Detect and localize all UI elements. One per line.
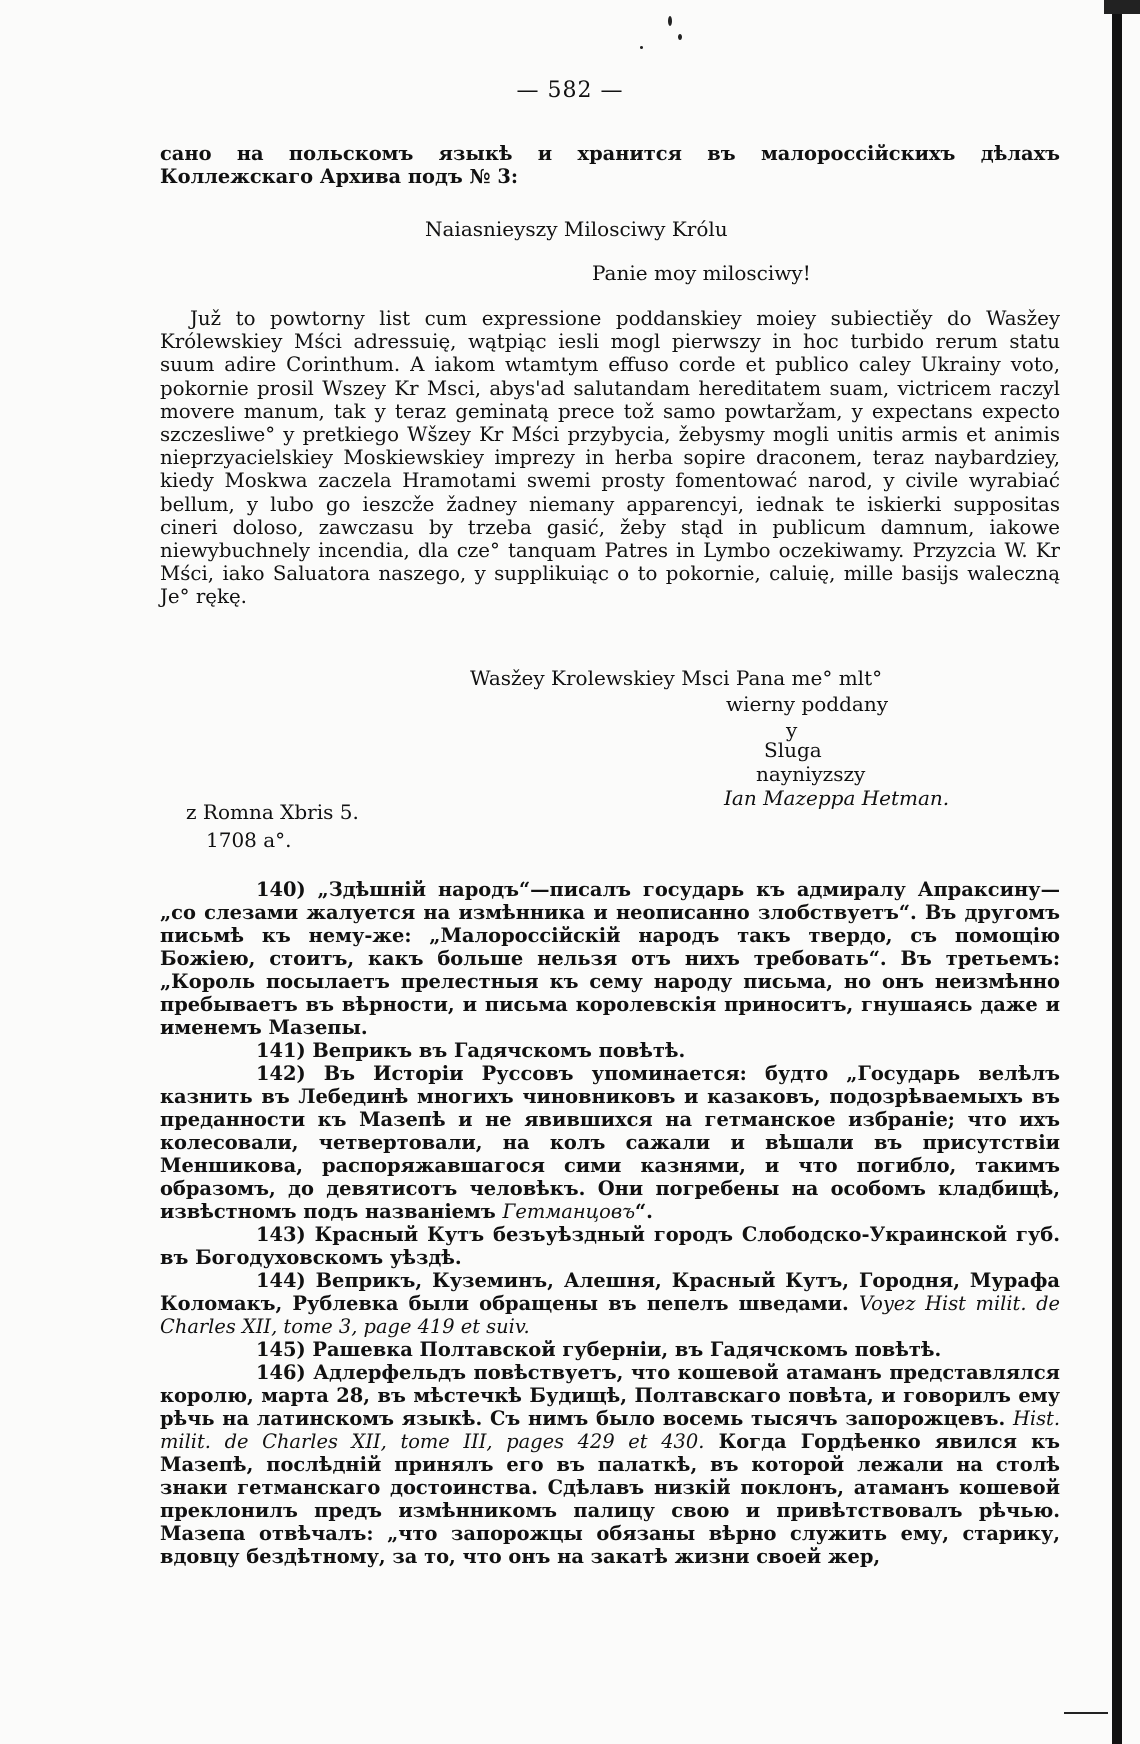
footnote-text-after: Когда Гордѣенко явился къ Мазепѣ, послѣдній принялъ его въ палаткѣ, въ которой лежали на столѣ знаки гетманскаго достоинства. Сдѣлавъ низкій поклонъ, атаманъ кошевой преклонилъ предъ измѣнникомъ палицу свою и привѣтствовалъ рѣчью. Мазепа отвѣчалъ: „что запорожцы обязаны вѣрно служить ему, старику, вдовцу бездѣтному, за то, что онъ на закатѣ жизни своей жер, [160, 1430, 1060, 1568]
letter-place: z Romna Xbris 5. [186, 800, 359, 824]
scan-mark [1064, 1712, 1108, 1714]
letter-salutation-2: Panie moy milosciwy! [592, 261, 811, 285]
footnote-text: 144) Веприкъ, Куземинъ, Алешня, Красный Кутъ, Городня, Мурафа Коломакъ, Рублевка были обращены въ пепелъ шведами. [160, 1269, 1060, 1315]
letter-closing-4: Sluga [764, 738, 822, 762]
page-edge-shadow [1112, 0, 1122, 1744]
scan-speck [668, 16, 672, 26]
letter-closing-1: Wasžey Krolewskiey Msci Pana me° mlt° [470, 666, 883, 690]
footnote-text: 145) Рашевка Полтавской губерніи, въ Гадячскомъ повѣтѣ. [256, 1338, 942, 1361]
footnote-text: 142) Въ Исторіи Руссовъ упоминается: будто „Государь велѣлъ казнить въ Лебединѣ многихъ чиновниковъ и казаковъ, подозрѣваемыхъ въ преданности къ Мазепѣ и не явившихся на гетманское избраніе; что ихъ колесовали, четвертовали, на колъ сажали и вѣшали въ присутствіи Меншикова, распоряжавшагося сими казнями, и что погибло, такимъ образомъ, до девятисотъ человѣкъ. Они погребены на особомъ кладбищѣ, извѣстномъ подъ названіемъ [160, 1062, 1060, 1223]
page-corner-mark [1104, 0, 1140, 14]
footnotes [160, 878, 1060, 1568]
footnote-italic: Гетманцовъ [502, 1200, 636, 1223]
footnote-145 [160, 1338, 1060, 1361]
page-number: — 582 — [516, 78, 624, 103]
footnote-142 [160, 1062, 1060, 1223]
letter-year: 1708 a°. [206, 828, 292, 852]
footnote-italic: Voyez Hist milit. de Charles XII, tome 3, page 419 et suiv. [160, 1292, 1060, 1338]
footnote-141 [160, 1039, 1060, 1062]
intro-paragraph: сано на польскомъ языкѣ и хранится въ малороссійскихъ дѣлахъ Коллежскаго Архива подъ № 3: [160, 142, 1060, 188]
footnote-143 [160, 1223, 1060, 1269]
footnote-text: 140) „Здѣшній народъ“—писалъ государь къ адмиралу Апраксину— „со слезами жалуется на измѣнника и неописанно злобствуетъ“. Въ другомъ письмѣ къ нему-же: „Малороссійскій народъ такъ твердо, съ помощію Божіею, стоитъ, какъ больше нельзя отъ нихъ требовать“. Въ третьемъ: „Король посылаетъ прелестныя къ сему народу письма, но онъ неизмѣнно пребываетъ въ вѣрности, и письма королевскія приноситъ, гнушаясь даже и именемъ Мазепы. [160, 878, 1060, 1039]
letter-closing-5: nayniyzszy [756, 762, 866, 786]
footnote-text: 143) Красный Кутъ безъуѣздный городъ Слободско-Украинской губ. въ Богодуховскомъ уѣздѣ. [160, 1223, 1060, 1269]
footnote-text: 141) Веприкъ въ Гадячскомъ повѣтѣ. [256, 1039, 686, 1062]
scan-speck [640, 46, 643, 49]
letter-closing-3: y [786, 718, 798, 742]
letter-body: Juž to powtorny list cum expressione poddanskiey moiey subiectiěy do Wasžey Królewskiey Mści adressuię, wątpiąc iesli mogl pierwszy in hoc turbido rerum statu suum adire Corinthum. A iakom wtamtym effuso corde et publico caley Ukrainy voto, pokornie prosil Wszey Kr Msci, abys'ad salutandam hereditatem suam, victricem raczyl movere manum, tak y teraz geminatą prece tož samo powtaržam, y expectans expecto szczesliwe° y pretkiego Wšzey Kr Mści przybycia, žebysmy mogli unitis armis et animis nieprzyacielskiey Moskiewskiey imprezy in herba sopire draconem, teraz naybardziey, kiedy Moskwa zaczela Hramotami swemi prosty fomentować narod, y civile wyrabiać bellum, y lubo go ieszcže žadney niemany apparencyi, iednak te iskierki suppositas cineri doloso, zawczasu by trzeba gasić, žeby stąd in publicum damnum, iakowe niewybuchnely incendia, dla cze° tanquam Patres in Lymbo oczekiwamy. Przyzcia W. Kr Mści, iako Saluatora naszego, y supplikuiąc o to pokornie, caluię, mille basijs waleczną Je° rękę. [160, 307, 1060, 609]
letter-signature: Ian Mazeppa Hetman. [724, 786, 950, 810]
footnote-text-after: “. [635, 1200, 653, 1223]
letter-closing-2: wierny poddany [726, 692, 889, 716]
scan-speck [678, 34, 682, 40]
footnote-146 [160, 1361, 1060, 1568]
footnote-text: 146) Адлерфельдъ повѣствуетъ, что кошевой атаманъ представлялся королю, марта 28, въ мѣстечкѣ Будищѣ, Полтавскаго повѣта, и говорилъ ему рѣчь на латинскомъ языкѣ. Съ нимъ было восемь тысячъ запорожцевъ. [160, 1361, 1060, 1430]
footnote-140 [160, 878, 1060, 1039]
footnote-italic: Hist. milit. de Charles XII, tome III, pages 429 et 430. [160, 1407, 1060, 1453]
letter-salutation-1: Naiasnieyszy Milosciwy Królu [425, 217, 728, 241]
footnote-144 [160, 1269, 1060, 1338]
